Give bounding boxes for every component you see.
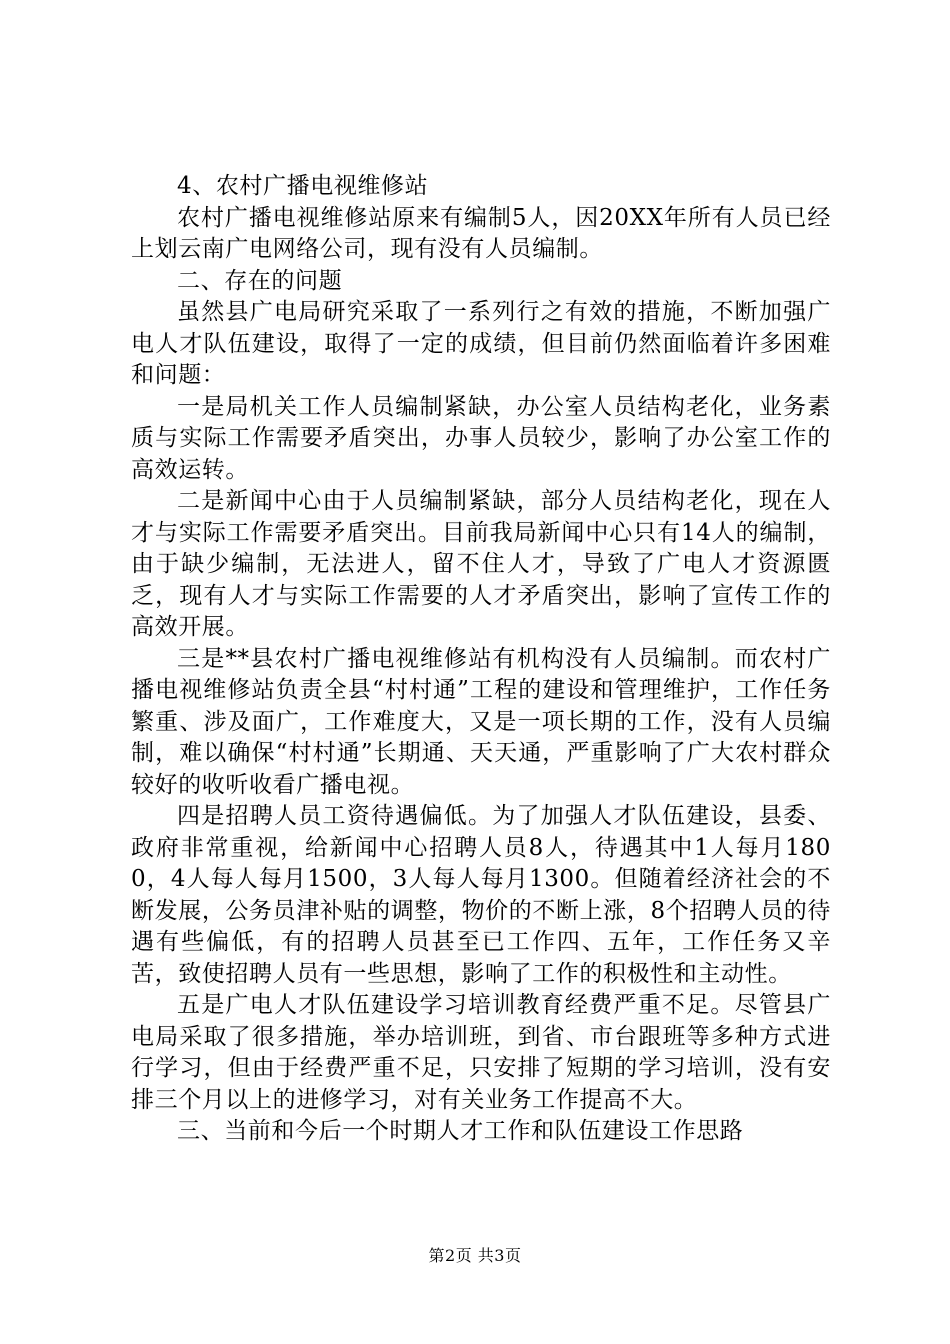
paragraph-problem-five: 五是广电人才队伍建设学习培训教育经费严重不足。尽管县广电局采取了很多措施，举办培训班，到省、市台跟班等多种方式进行学习，但由于经费严重不足，只安排了短期的学习培训，没有安排三个月以上的进修学习，对有关业务工作提高不大。 [131, 992, 831, 1113]
paragraph-problem-three: 三是**县农村广播电视维修站有机构没有人员编制。而农村广播电视维修站负责全县“村村通”工程的建设和管理维护，工作任务繁重、涉及面广，工作难度大，又是一项长期的工作，没有人员编制，难以确保“村村通”长期通、天天通，严重影响了广大农村群众较好的收听收看广播电视。 [131, 645, 831, 798]
paragraph-repair-station-staffing: 农村广播电视维修站原来有编制5人，因20XX年所有人员已经上划云南广电网络公司，现有没有人员编制。 [131, 204, 831, 262]
paragraph-problem-two: 二是新闻中心由于人员编制紧缺，部分人员结构老化，现在人才与实际工作需要矛盾突出。目前我局新闻中心只有14人的编制，由于缺少编制，无法进人，留不住人才，导致了广电人才资源匮乏，现有人才与实际工作需要的人才矛盾突出，影响了宣传工作的高效开展。 [131, 488, 831, 640]
document-body [131, 171, 831, 1148]
section-heading-work-approach: 三、当前和今后一个时期人才工作和队伍建设工作思路 [177, 1118, 744, 1144]
section-heading-rural-repair-station: 4、农村广播电视维修站 [177, 173, 429, 199]
paragraph-problem-one: 一是局机关工作人员编制紧缺，办公室人员结构老化，业务素质与实际工作需要矛盾突出，办事人员较少，影响了办公室工作的高效运转。 [131, 393, 831, 483]
paragraph-problem-four: 四是招聘人员工资待遇偏低。为了加强人才队伍建设，县委、政府非常重视，给新闻中心招聘人员8人，待遇其中1人每月1800，4人每人每月1500，3人每人每月1300。但随着经济社会的不断发展，公务员津补贴的调整，物价的不断上涨，8个招聘人员的待遇有些偏低，有的招聘人员甚至已工作四、五年，工作任务又辛苦，致使招聘人员有一些思想，影响了工作的积极性和主动性。 [131, 803, 831, 987]
page-number-footer: 第2页 共3页 [428, 1246, 522, 1265]
section-heading-existing-problems: 二、存在的问题 [177, 267, 343, 294]
paragraph-problems-intro: 虽然县广电局研究采取了一系列行之有效的措施，不断加强广电人才队伍建设，取得了一定的成绩，但目前仍然面临着许多困难和问题： [131, 299, 831, 388]
